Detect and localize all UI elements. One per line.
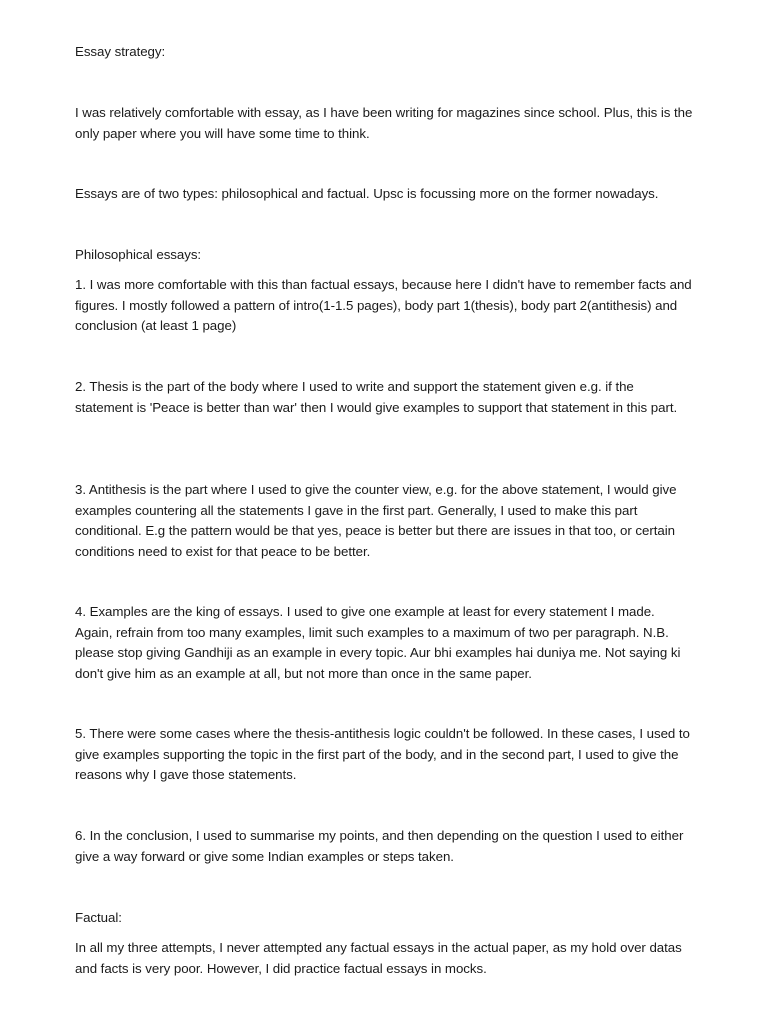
point-2-paragraph: 2. Thesis is the part of the body where I used to write and support the statement given e.g. if the statement is 'Peace is better than war' then I would give examples to support that statement in this part.	[75, 379, 678, 415]
heading-factual: Factual:	[75, 910, 122, 925]
point-6-paragraph: 6. In the conclusion, I used to summarise my points, and then depending on the question I used to either give a way forward or give some Indian examples or steps taken.	[75, 828, 684, 864]
factual-paragraph: In all my three attempts, I never attempted any factual essays in the actual paper, as my hold over datas and facts is very poor. However, I did practice factual essays in mocks.	[75, 940, 682, 976]
point-5-paragraph: 5. There were some cases where the thesis-antithesis logic couldn't be followed. In these cases, I used to give examples supporting the topic in the first part of the body, and in the second part, I used to give the reasons why I gave those statements.	[75, 726, 690, 782]
heading-essay-strategy: Essay strategy:	[75, 44, 166, 59]
point-3-paragraph: 3. Antithesis is the part where I used to give the counter view, e.g. for the above statement, I would give examples countering all the statements I gave in the first part. Generally, I used to make this part conditional. E.g the pattern would be that yes, peace is better but there are issues in that too, or certain conditions need to exist for that peace to be better.	[75, 482, 677, 559]
intro-paragraph: I was relatively comfortable with essay, as I have been writing for magazines since school. Plus, this is the only paper where you will have some time to think.	[75, 105, 693, 141]
heading-philosophical-essays: Philosophical essays:	[75, 247, 202, 262]
essay-types-paragraph: Essays are of two types: philosophical and factual. Upsc is focussing more on the former nowadays.	[75, 186, 659, 201]
point-4-paragraph: 4. Examples are the king of essays. I used to give one example at least for every statement I made. Again, refrain from too many examples, limit such examples to a maximum of two per paragraph. N.B. please stop giving Gandhiji as an example in every topic. Aur bhi examples hai duniya me. Not saying ki don't give him as an example at all, but not more than once in the same paper.	[75, 604, 681, 681]
point-1-paragraph: 1. I was more comfortable with this than factual essays, because here I didn't have to remember facts and figures. I mostly followed a pattern of intro(1-1.5 pages), body part 1(thesis), body part 2(antithesis) and conclusion (at least 1 page)	[75, 277, 692, 333]
